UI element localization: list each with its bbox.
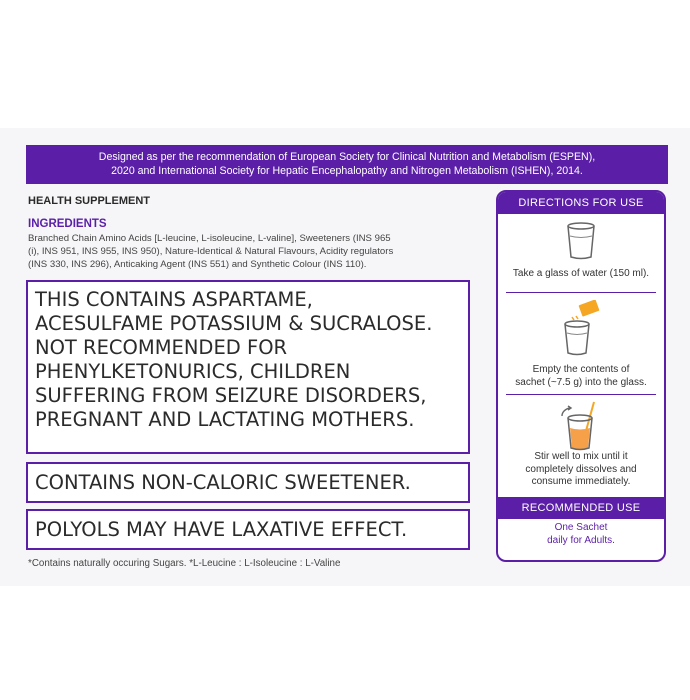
ingredients-heading: INGREDIENTS: [28, 218, 107, 230]
step-2-line-2: sachet (~7.5 g) into the glass.: [515, 376, 647, 388]
sachet-pour-icon: [560, 300, 606, 356]
glass-of-water-icon: [564, 222, 598, 260]
warning-line-2: ACESULFAME POTASSIUM & SUCRALOSE.: [35, 312, 433, 335]
ingredients-line-1: Branched Chain Amino Acids [L-leucine, L-isoleucine, L-valine], Sweeteners (INS 965: [28, 233, 391, 244]
polyols-warning-box: POLYOLS MAY HAVE LAXATIVE EFFECT.: [26, 509, 470, 550]
warning-line-6: PREGNANT AND LACTATING MOTHERS.: [35, 408, 415, 431]
warning-line-4: PHENYLKETONURICS, CHILDREN: [35, 360, 351, 383]
ingredients-line-2: (i), INS 951, INS 955, INS 950), Nature-Identical & Natural Flavours, Acidity regulators: [28, 246, 394, 257]
step-2-caption: [498, 364, 664, 389]
step-3-line-2: completely dissolves and: [525, 463, 637, 475]
step-1-caption: Take a glass of water (150 ml).: [512, 268, 650, 279]
ingredients-line-3: (INS 330, INS 296), Anticaking Agent (INS 551) and Synthetic Colour (INS 110).: [28, 259, 367, 270]
step-2-line-1: Empty the contents of: [532, 364, 630, 375]
step-3-line-1: Stir well to mix until it: [534, 451, 628, 462]
directions-heading: DIRECTIONS FOR USE: [498, 192, 664, 214]
espen-banner: [26, 145, 668, 184]
directions-card: [496, 190, 666, 562]
aspartame-warning-box: [26, 280, 470, 454]
stir-glass-icon: [556, 400, 608, 452]
recommended-use-text: [498, 521, 664, 547]
banner-line-1: Designed as per the recommendation of European Society for Clinical Nutrition and Metabolism (ESPEN),: [98, 151, 596, 163]
step-3-line-3: consume immediately.: [531, 476, 631, 487]
warning-line-3: NOT RECOMMENDED FOR: [35, 336, 288, 359]
health-supplement-title: HEALTH SUPPLEMENT: [28, 195, 151, 207]
recommended-line-1: One Sachet: [554, 522, 608, 533]
banner-line-2: 2020 and International Society for Hepatic Encephalopathy and Nitrogen Metabolism (ISHEN), 2014.: [111, 165, 583, 177]
ingredients-text: [28, 232, 478, 271]
recommended-line-2: daily for Adults.: [547, 535, 615, 546]
footnote: *Contains naturally occuring Sugars. *L-Leucine : L-Isoleucine : L-Valine: [28, 558, 341, 569]
step-3-caption: [498, 451, 664, 489]
recommended-use-heading: RECOMMENDED USE: [498, 497, 664, 519]
sweetener-warning-box: CONTAINS NON-CALORIC SWEETENER.: [26, 462, 470, 503]
divider: [506, 292, 656, 293]
warning-line-1: THIS CONTAINS ASPARTAME,: [35, 288, 313, 311]
divider: [506, 394, 656, 395]
warning-line-5: SUFFERING FROM SEIZURE DISORDERS,: [35, 384, 427, 407]
